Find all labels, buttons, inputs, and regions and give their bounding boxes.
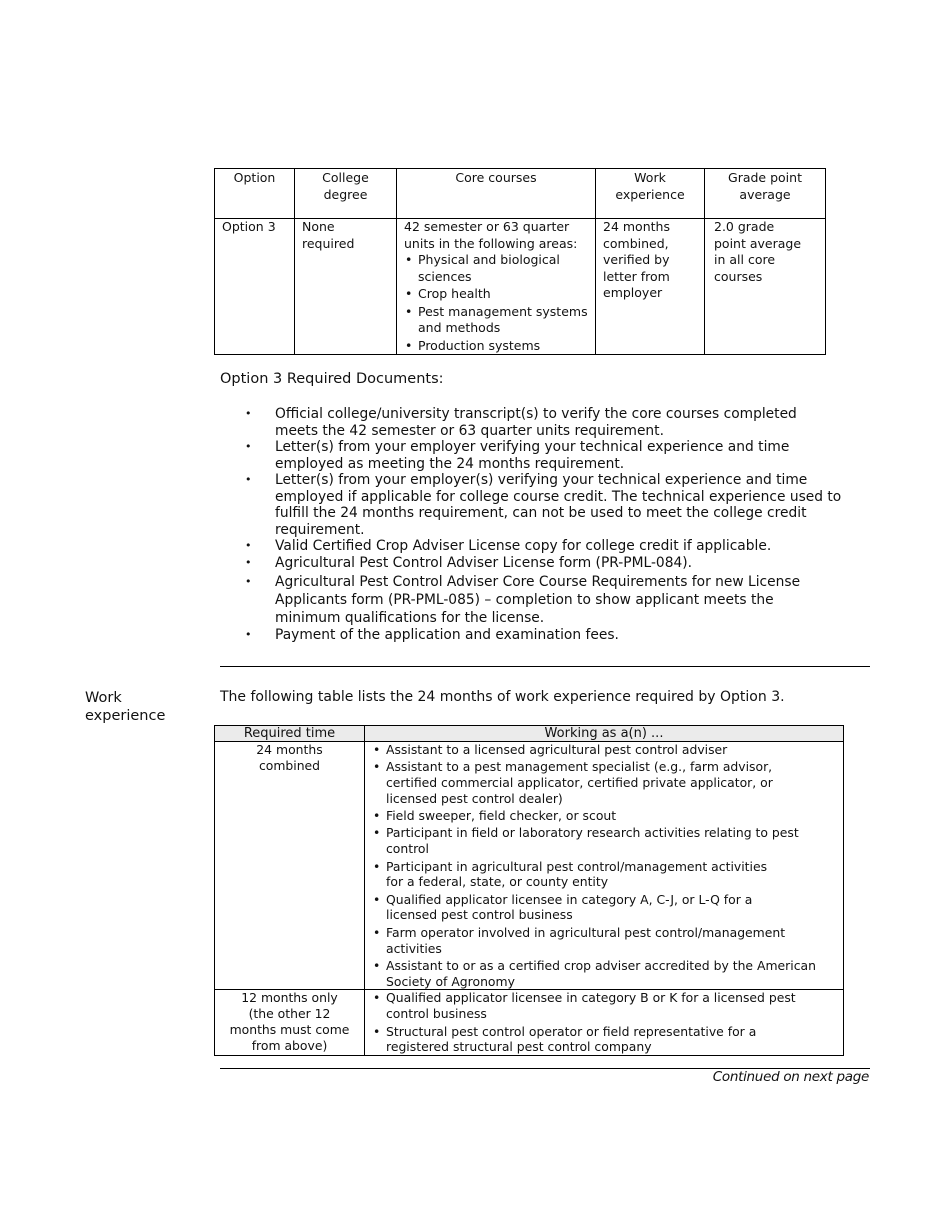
table-header-row bbox=[215, 169, 826, 219]
list-item: • Farm operator involved in agricultural pest control/management activities bbox=[372, 925, 837, 957]
header-working-as: Working as a(n) ... bbox=[365, 726, 844, 742]
list-item: • Payment of the application and examination fees. bbox=[245, 627, 875, 644]
cell-work-list bbox=[365, 990, 844, 1056]
continued-note: Continued on next page bbox=[712, 1069, 869, 1085]
table-row bbox=[215, 219, 826, 355]
cell-time bbox=[215, 742, 365, 990]
list-item: • Valid Certified Crop Adviser License copy for college credit if applicable. bbox=[245, 538, 875, 555]
divider bbox=[220, 666, 870, 667]
required-documents-list bbox=[245, 406, 875, 644]
list-item: • Agricultural Pest Control Adviser License form (PR-PML-084). bbox=[245, 555, 875, 572]
cell-gpa-text: 2.0 grade point average in all core courses bbox=[714, 219, 802, 284]
list-item: • Physical and biological sciences bbox=[404, 252, 589, 285]
header-work-experience bbox=[596, 169, 705, 219]
header-work-experience-text: Work experience bbox=[615, 170, 685, 202]
list-item: • Production systems bbox=[404, 338, 589, 355]
header-option: Option bbox=[215, 169, 295, 219]
core-list bbox=[404, 252, 589, 354]
header-college-degree bbox=[295, 169, 397, 219]
list-item: • Participant in agricultural pest control/management activities for a federal, state, or county entity bbox=[372, 859, 786, 891]
header-college-degree-text: College degree bbox=[322, 170, 369, 202]
list-item: • Crop health bbox=[404, 286, 589, 303]
list-item: • Assistant to or as a certified crop adviser accredited by the American Society of Agronomy bbox=[372, 958, 816, 990]
list-item: • Letter(s) from your employer(s) verifying your technical experience and time employed if applicable for college course credit. The technical experience used to fulfill the 24 months requirement, can not be used to meet the college credit requirement. bbox=[245, 472, 875, 538]
header-gpa-text: Grade point average bbox=[728, 170, 802, 202]
table-row bbox=[215, 742, 844, 990]
list-item: • Structural pest control operator or field representative for a registered structural pest control company bbox=[372, 1024, 816, 1056]
cell-time-text: 12 months only (the other 12 months must come from above) bbox=[229, 990, 350, 1053]
cell-degree bbox=[295, 219, 397, 355]
work-list bbox=[372, 742, 837, 989]
core-intro: 42 semester or 63 quarter units in the following areas: bbox=[404, 219, 578, 251]
list-item: • Field sweeper, field checker, or scout bbox=[372, 808, 837, 824]
list-item: • Pest management systems and methods bbox=[404, 304, 589, 337]
header-gpa bbox=[705, 169, 826, 219]
side-label-work-experience bbox=[85, 689, 165, 725]
cell-time-text: 24 months combined bbox=[256, 742, 323, 773]
table-header-row bbox=[215, 726, 844, 742]
list-item: • Official college/university transcript(s) to verify the core courses completed meets the 42 semester or 63 quarter units requirement. bbox=[245, 406, 805, 439]
work-list bbox=[372, 990, 837, 1055]
list-item: • Agricultural Pest Control Adviser Core Course Requirements for new License Applicants form (PR-PML-085) – completion to show applicant meets the minimum qualifications for the license. bbox=[245, 573, 835, 627]
work-experience-table bbox=[214, 725, 844, 1056]
table-row bbox=[215, 990, 844, 1056]
option3-requirements-table bbox=[214, 168, 826, 355]
work-intro: The following table lists the 24 months of work experience required by Option 3. bbox=[220, 689, 785, 705]
header-core-courses: Core courses bbox=[397, 169, 596, 219]
list-item: • Qualified applicator licensee in category B or K for a licensed pest control business bbox=[372, 990, 836, 1022]
list-item: • Assistant to a licensed agricultural pest control adviser bbox=[372, 742, 837, 758]
side-label-text: Work experience bbox=[85, 690, 166, 724]
cell-option: Option 3 bbox=[215, 219, 295, 355]
list-item: • Letter(s) from your employer verifying your technical experience and time employed as meeting the 24 months requirement. bbox=[245, 439, 805, 472]
cell-degree-text: None required bbox=[302, 219, 355, 251]
cell-core-courses bbox=[397, 219, 596, 355]
list-item: • Assistant to a pest management specialist (e.g., farm advisor, certified commercial applicator, certified private applicator, or licensed pest control dealer) bbox=[372, 759, 796, 806]
header-required-time: Required time bbox=[215, 726, 365, 742]
required-documents-heading: Option 3 Required Documents: bbox=[220, 371, 444, 387]
list-item: • Participant in field or laboratory research activities relating to pest control bbox=[372, 825, 837, 857]
cell-work-list bbox=[365, 742, 844, 990]
cell-gpa bbox=[705, 219, 826, 355]
cell-work bbox=[596, 219, 705, 355]
cell-work-text: 24 months combined, verified by letter from employer bbox=[603, 219, 670, 300]
cell-time bbox=[215, 990, 365, 1056]
list-item: • Qualified applicator licensee in category A, C-J, or L-Q for a licensed pest control business bbox=[372, 892, 806, 924]
